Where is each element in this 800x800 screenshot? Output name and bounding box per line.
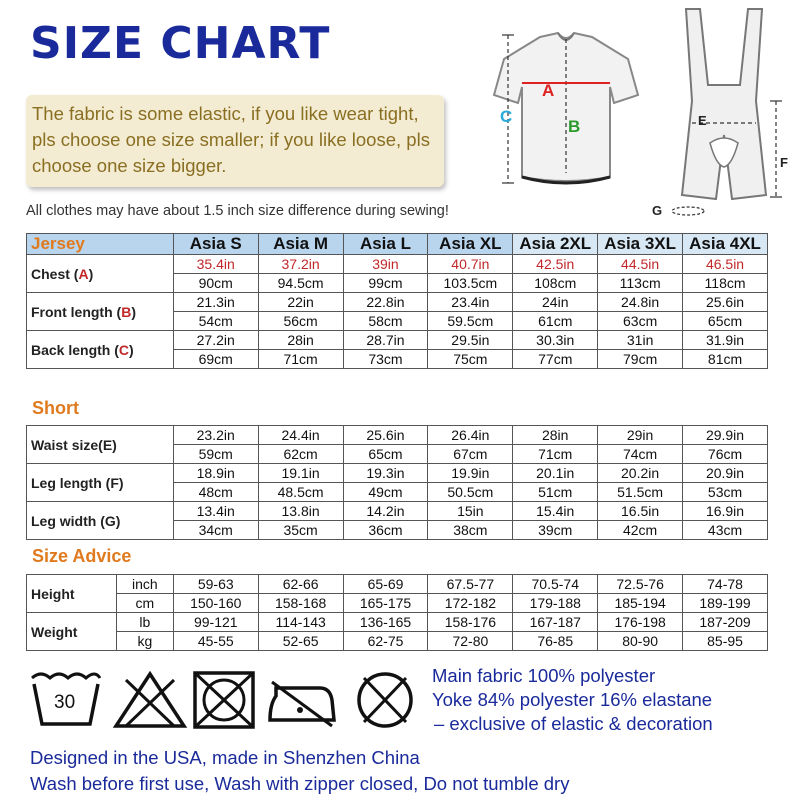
footer-line: Wash before first use, Wash with zipper closed, Do not tumble dry xyxy=(30,773,570,794)
inch-cell: 29.9in xyxy=(683,426,768,445)
inch-cell: 31.9in xyxy=(683,331,768,350)
no-tumble-dry-icon xyxy=(192,670,258,735)
size-header: Asia 4XL xyxy=(683,234,768,255)
advice-table xyxy=(26,574,768,651)
cm-cell: 65cm xyxy=(683,312,768,331)
cm-cell: 54cm xyxy=(173,312,258,331)
inch-cell: 39in xyxy=(343,255,428,274)
cm-cell: 58cm xyxy=(343,312,428,331)
value-cell: 85-95 xyxy=(683,632,768,651)
fit-note: The fabric is some elastic, if you like wear tight, pls choose one size smaller; if you like loose, pls choose one size bigger. xyxy=(32,103,430,176)
unit-cell: kg xyxy=(116,632,173,651)
label-c: C xyxy=(500,107,513,126)
cm-cell: 53cm xyxy=(683,483,768,502)
inch-cell: 19.1in xyxy=(258,464,343,483)
cm-cell: 99cm xyxy=(343,274,428,293)
value-cell: 165-175 xyxy=(343,594,428,613)
table-row xyxy=(27,331,768,350)
inch-cell: 25.6in xyxy=(343,426,428,445)
table-row xyxy=(27,293,768,312)
value-cell: 167-187 xyxy=(513,613,598,632)
cm-cell: 74cm xyxy=(598,445,683,464)
value-cell: 65-69 xyxy=(343,575,428,594)
inch-cell: 30.3in xyxy=(513,331,598,350)
cm-cell: 65cm xyxy=(343,445,428,464)
cm-cell: 38cm xyxy=(428,521,513,540)
cm-cell: 51cm xyxy=(513,483,598,502)
advice-title: Size Advice xyxy=(32,546,132,566)
table-row xyxy=(27,613,768,632)
inch-cell: 14.2in xyxy=(343,502,428,521)
row-label: Waist size(E) xyxy=(27,426,174,464)
value-cell: 172-182 xyxy=(428,594,513,613)
label-f: F xyxy=(780,155,788,170)
short-title: Short xyxy=(32,398,79,418)
cm-cell: 51.5cm xyxy=(598,483,683,502)
cm-cell: 39cm xyxy=(513,521,598,540)
inch-cell: 44.5in xyxy=(598,255,683,274)
table-row xyxy=(27,426,768,445)
row-label xyxy=(27,255,174,293)
no-dry-clean-icon xyxy=(350,670,420,735)
value-cell: 62-66 xyxy=(258,575,343,594)
table-row xyxy=(27,464,768,483)
measure-letter: A xyxy=(78,265,89,282)
unit-cell: inch xyxy=(116,575,173,594)
fabric-line: Main fabric 100% polyester xyxy=(432,665,656,686)
label-b: B xyxy=(568,117,581,136)
wash-temp: 30 xyxy=(54,692,76,713)
inch-cell: 42.5in xyxy=(513,255,598,274)
inch-cell: 20.1in xyxy=(513,464,598,483)
label-e: E xyxy=(698,113,707,128)
inch-cell: 24.4in xyxy=(258,426,343,445)
cm-cell: 61cm xyxy=(513,312,598,331)
value-cell: 52-65 xyxy=(258,632,343,651)
bibshort-icon xyxy=(648,5,798,220)
cm-cell: 73cm xyxy=(343,350,428,369)
row-label xyxy=(27,331,174,369)
inch-cell: 28in xyxy=(513,426,598,445)
measure-letter: C xyxy=(118,341,130,358)
inch-cell: 18.9in xyxy=(173,464,258,483)
inch-cell: 29in xyxy=(598,426,683,445)
table-row xyxy=(27,575,768,594)
size-header: Asia 3XL xyxy=(598,234,683,255)
cm-cell: 90cm xyxy=(173,274,258,293)
value-cell: 67.5-77 xyxy=(428,575,513,594)
wash-30-icon xyxy=(28,670,104,735)
cm-cell: 79cm xyxy=(598,350,683,369)
cm-cell: 81cm xyxy=(683,350,768,369)
bibshort-diagram xyxy=(648,5,798,220)
cm-cell: 48.5cm xyxy=(258,483,343,502)
value-cell: 80-90 xyxy=(598,632,683,651)
cm-cell: 42cm xyxy=(598,521,683,540)
cm-cell: 63cm xyxy=(598,312,683,331)
row-label: Leg width (G) xyxy=(27,502,174,540)
cm-cell: 69cm xyxy=(173,350,258,369)
jersey-table xyxy=(26,233,768,369)
row-label: Leg length (F) xyxy=(27,464,174,502)
sewing-note: All clothes may have about 1.5 inch size difference during sewing! xyxy=(26,203,449,219)
value-cell: 74-78 xyxy=(683,575,768,594)
cm-cell: 50.5cm xyxy=(428,483,513,502)
row-label-text: ) xyxy=(129,341,134,358)
inch-cell: 16.9in xyxy=(683,502,768,521)
jersey-header-row xyxy=(27,234,768,255)
value-cell: 158-176 xyxy=(428,613,513,632)
cm-cell: 76cm xyxy=(683,445,768,464)
inch-cell: 31in xyxy=(598,331,683,350)
row-label-text: ) xyxy=(131,303,136,320)
cm-cell: 34cm xyxy=(173,521,258,540)
inch-cell: 21.3in xyxy=(173,293,258,312)
measure-letter: B xyxy=(121,303,132,320)
value-cell: 136-165 xyxy=(343,613,428,632)
value-cell: 114-143 xyxy=(258,613,343,632)
value-cell: 176-198 xyxy=(598,613,683,632)
inch-cell: 13.4in xyxy=(173,502,258,521)
jersey-diagram xyxy=(478,25,653,195)
cm-cell: 62cm xyxy=(258,445,343,464)
value-cell: 72.5-76 xyxy=(598,575,683,594)
inch-cell: 24.8in xyxy=(598,293,683,312)
inch-cell: 19.3in xyxy=(343,464,428,483)
page-title: SIZE CHART xyxy=(30,18,331,69)
cm-cell: 35cm xyxy=(258,521,343,540)
fabric-line: Yoke 84% polyester 16% elastane xyxy=(432,689,713,710)
cm-cell: 71cm xyxy=(513,445,598,464)
inch-cell: 20.2in xyxy=(598,464,683,483)
cm-cell: 75cm xyxy=(428,350,513,369)
inch-cell: 24in xyxy=(513,293,598,312)
row-label xyxy=(27,293,174,331)
value-cell: 189-199 xyxy=(683,594,768,613)
inch-cell: 19.9in xyxy=(428,464,513,483)
unit-cell: lb xyxy=(116,613,173,632)
value-cell: 99-121 xyxy=(173,613,258,632)
value-cell: 179-188 xyxy=(513,594,598,613)
cm-cell: 59cm xyxy=(173,445,258,464)
value-cell: 62-75 xyxy=(343,632,428,651)
value-cell: 72-80 xyxy=(428,632,513,651)
inch-cell: 28in xyxy=(258,331,343,350)
inch-cell: 26.4in xyxy=(428,426,513,445)
low-iron-icon xyxy=(266,670,336,735)
inch-cell: 46.5in xyxy=(683,255,768,274)
value-cell: 185-194 xyxy=(598,594,683,613)
table-row xyxy=(27,255,768,274)
size-header: Asia 2XL xyxy=(513,234,598,255)
cm-cell: 118cm xyxy=(683,274,768,293)
row-label-text: Chest ( xyxy=(31,265,79,282)
cm-cell: 108cm xyxy=(513,274,598,293)
jersey-title: Jersey xyxy=(27,234,174,255)
value-cell: 150-160 xyxy=(173,594,258,613)
label-g: G xyxy=(652,203,663,218)
cm-cell: 67cm xyxy=(428,445,513,464)
value-cell: 59-63 xyxy=(173,575,258,594)
inch-cell: 16.5in xyxy=(598,502,683,521)
cm-cell: 94.5cm xyxy=(258,274,343,293)
inch-cell: 20.9in xyxy=(683,464,768,483)
size-header: Asia L xyxy=(343,234,428,255)
cm-cell: 36cm xyxy=(343,521,428,540)
fabric-line: – exclusive of elastic & decoration xyxy=(434,713,713,734)
cm-cell: 59.5cm xyxy=(428,312,513,331)
value-cell: 70.5-74 xyxy=(513,575,598,594)
inch-cell: 15in xyxy=(428,502,513,521)
inch-cell: 15.4in xyxy=(513,502,598,521)
inch-cell: 29.5in xyxy=(428,331,513,350)
row-label-text: ) xyxy=(88,265,94,282)
cm-cell: 103.5cm xyxy=(428,274,513,293)
value-cell: 76-85 xyxy=(513,632,598,651)
row-label: Height xyxy=(27,575,117,613)
value-cell: 45-55 xyxy=(173,632,258,651)
inch-cell: 40.7in xyxy=(428,255,513,274)
cm-cell: 56cm xyxy=(258,312,343,331)
cm-cell: 43cm xyxy=(683,521,768,540)
short-table xyxy=(26,425,768,540)
row-label: Weight xyxy=(27,613,117,651)
inch-cell: 25.6in xyxy=(683,293,768,312)
fabric-composition xyxy=(432,664,713,736)
table-row xyxy=(27,502,768,521)
footer-line: Designed in the USA, made in Shenzhen China xyxy=(30,747,420,768)
row-label-text: Front length ( xyxy=(31,303,122,320)
no-bleach-icon xyxy=(112,670,188,735)
inch-cell: 27.2in xyxy=(173,331,258,350)
cm-cell: 49cm xyxy=(343,483,428,502)
value-cell: 187-209 xyxy=(683,613,768,632)
table-row xyxy=(27,632,768,651)
inch-cell: 13.8in xyxy=(258,502,343,521)
cm-cell: 113cm xyxy=(598,274,683,293)
size-header: Asia S xyxy=(173,234,258,255)
unit-cell: cm xyxy=(116,594,173,613)
inch-cell: 35.4in xyxy=(173,255,258,274)
cm-cell: 71cm xyxy=(258,350,343,369)
inch-cell: 22in xyxy=(258,293,343,312)
cm-cell: 77cm xyxy=(513,350,598,369)
label-a: A xyxy=(542,81,555,100)
value-cell: 158-168 xyxy=(258,594,343,613)
table-row xyxy=(27,594,768,613)
size-header: Asia M xyxy=(258,234,343,255)
inch-cell: 37.2in xyxy=(258,255,343,274)
footer-notes xyxy=(30,745,569,797)
size-header: Asia XL xyxy=(428,234,513,255)
inch-cell: 28.7in xyxy=(343,331,428,350)
cm-cell: 48cm xyxy=(173,483,258,502)
inch-cell: 22.8in xyxy=(343,293,428,312)
inch-cell: 23.2in xyxy=(173,426,258,445)
row-label-text: Back length ( xyxy=(31,341,119,358)
inch-cell: 23.4in xyxy=(428,293,513,312)
